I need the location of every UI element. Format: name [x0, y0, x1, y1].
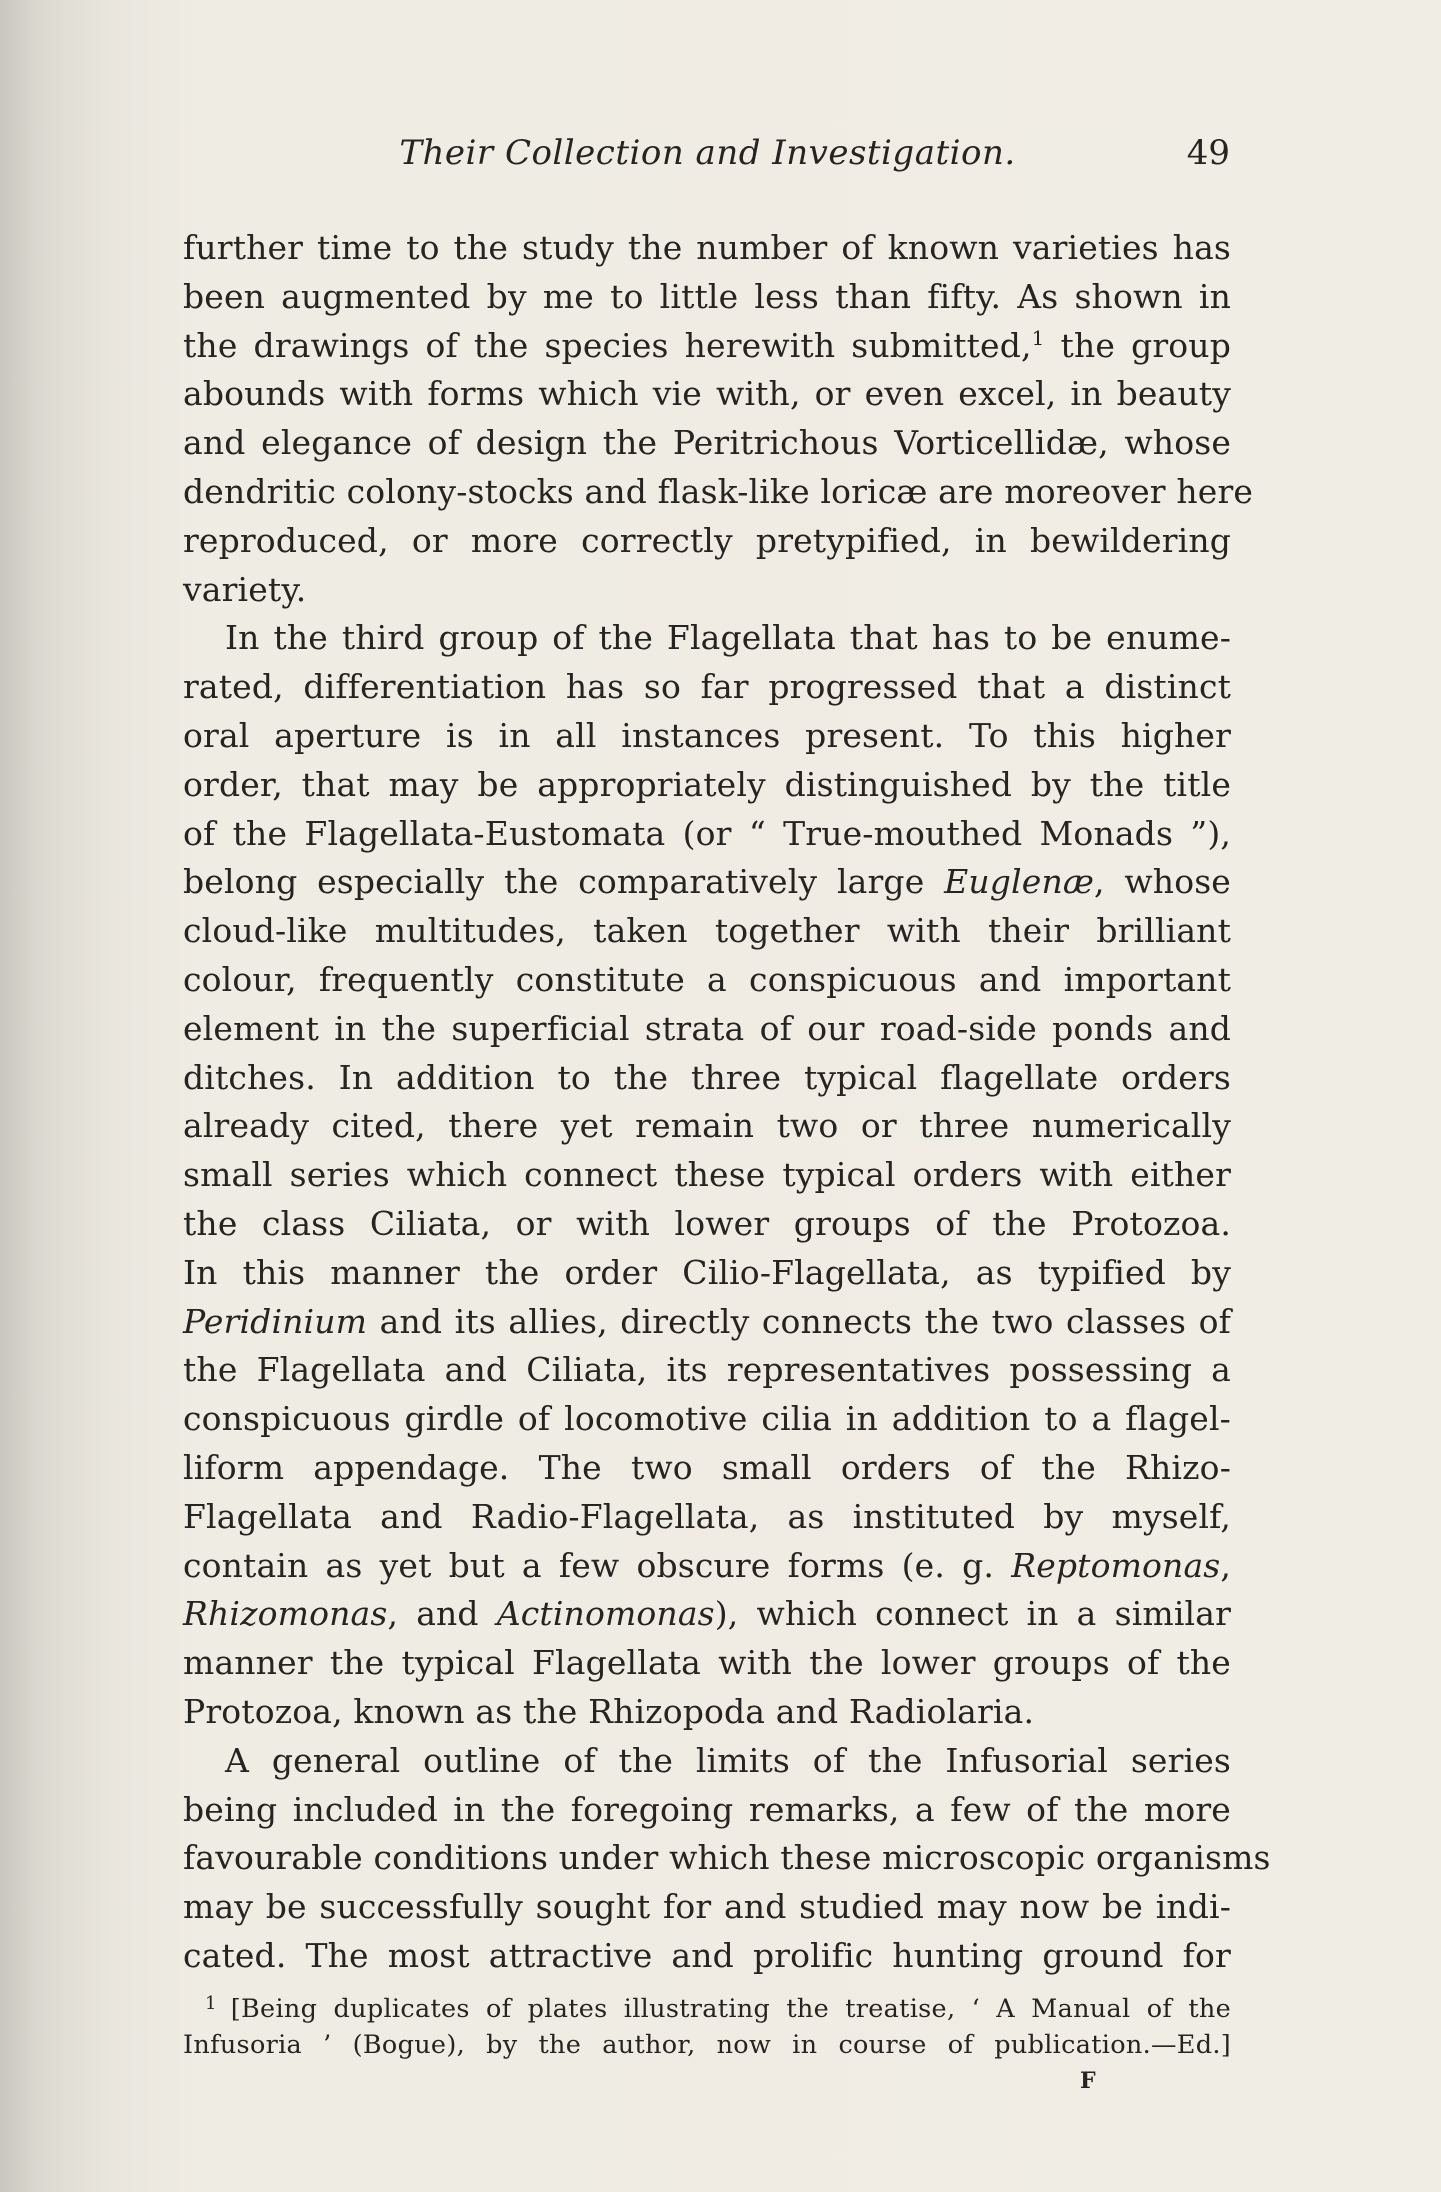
text-line: element in the superficial strata of our road-side ponds and [183, 1008, 1231, 1048]
text-line: ditches. In addition to the three typical flagellate orders [183, 1057, 1231, 1097]
text-line: the class Ciliata, or with lower groups of the Protozoa. [183, 1203, 1231, 1243]
text-line: the Flagellata and Ciliata, its representatives possessing a [183, 1350, 1231, 1390]
text-line: In the third group of the Flagellata that has to be enume- [225, 618, 1231, 658]
text-line: rated, differentiation has so far progressed that a distinct [183, 667, 1231, 707]
text-line: conspicuous girdle of locomotive cilia in addition to a flagel- [183, 1399, 1231, 1439]
text-line: being included in the foregoing remarks, a few of the more [183, 1789, 1231, 1829]
text-line: reproduced, or more correctly pretypified, in bewildering [183, 520, 1231, 560]
paragraph [183, 614, 1231, 1736]
text-line: dendritic colony-stocks and flask-like loricæ are moreover here [183, 471, 1254, 511]
paragraph [183, 224, 1254, 614]
text-line: variety. [183, 569, 307, 609]
text-line: abounds with forms which vie with, or even excel, in beauty [183, 374, 1231, 414]
text-line: already cited, there yet remain two or three numerically [183, 1106, 1231, 1146]
text-line: Rhizomonas, and Actinomonas), which connect in a similar [183, 1594, 1232, 1634]
text-line: cloud-like multitudes, taken together with their brilliant [183, 911, 1231, 951]
footnote-line [183, 1986, 1231, 2027]
text-line: of the Flagellata-Eustomata (or “ True-mouthed Monads ”), [183, 813, 1231, 853]
text-line: further time to the study the number of known varieties has [183, 228, 1231, 267]
text-line: belong especially the comparatively large Euglenæ, whose [183, 862, 1231, 902]
text-line: and elegance of design the Peritrichous Vorticellidæ, whose [183, 423, 1231, 463]
page-number: 49 [1186, 133, 1230, 173]
footnote-line: Infusoria ’ (Bogue), by the author, now in course of publication.—Ed.] [183, 2030, 1231, 2060]
running-head-title: Their Collection and Investigation. [399, 133, 1016, 173]
text-line: favourable conditions under which these microscopic organisms [183, 1838, 1271, 1878]
text-line: cated. The most attractive and prolific hunting ground for [183, 1935, 1231, 1975]
text-line: colour, frequently constitute a conspicuous and important [183, 959, 1231, 999]
text-line: Flagellata and Radio-Flagellata, as instituted by myself, [183, 1496, 1231, 1536]
footnote-marker: 1 [205, 1993, 217, 2014]
text-line: liform appendage. The two small orders of the Rhizo- [183, 1447, 1231, 1487]
text-line: small series which connect these typical orders with either [183, 1155, 1231, 1195]
text-line: may be successfully sought for and studied may now be indi- [183, 1887, 1231, 1927]
paragraph [183, 1737, 1271, 1981]
text-line: contain as yet but a few obscure forms (e. g. Reptomonas, [183, 1545, 1231, 1585]
text-line: In this manner the order Cilio-Flagellata, as typified by [183, 1252, 1231, 1292]
signature-mark: F [1080, 2068, 1096, 2094]
text-line: been augmented by me to little less than fifty. As shown in [183, 276, 1231, 316]
text-line: manner the typical Flagellata with the lower groups of the [183, 1643, 1231, 1683]
text-line: order, that may be appropriately distinguished by the title [183, 764, 1231, 804]
text-line: Peridinium and its allies, directly connects the two classes of [183, 1301, 1231, 1341]
body-text [183, 224, 1271, 1981]
text-line: Protozoa, known as the Rhizopoda and Radiolaria. [183, 1691, 1035, 1731]
text-line: A general outline of the limits of the Infusorial series [225, 1740, 1231, 1780]
footnote [183, 1986, 1231, 2063]
text-line: oral aperture is in all instances present. To this higher [183, 715, 1231, 755]
text-line: the drawings of the species herewith submitted,$^1$ the group [183, 325, 1231, 365]
footnote-text: [Being duplicates of plates illustrating the treatise, ‘ A Manual of the [230, 1994, 1231, 2024]
running-head [185, 128, 1230, 178]
